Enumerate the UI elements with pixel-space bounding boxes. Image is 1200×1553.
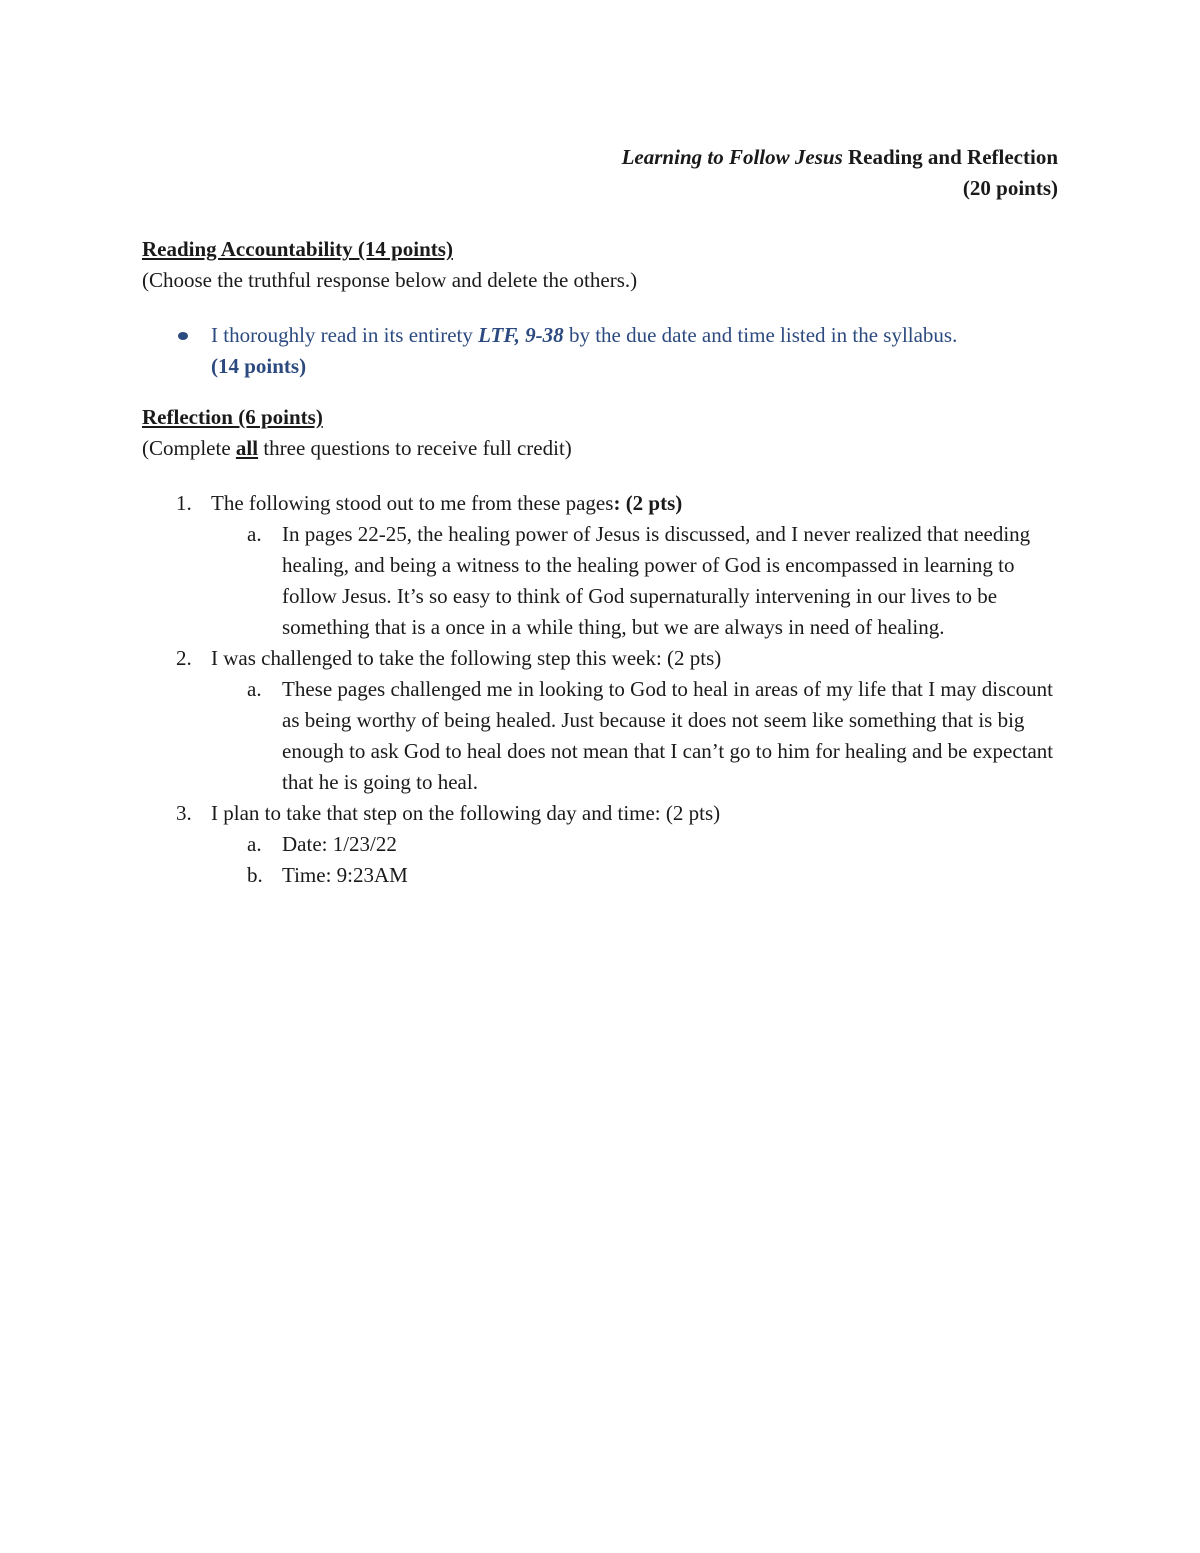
- title-rest: Reading and Reflection: [842, 145, 1058, 169]
- total-points: (20 points): [962, 176, 1058, 200]
- response-reference: LTF, 9-38: [478, 323, 564, 347]
- question-text: I plan to take that step on the following day and time: (2 pts): [211, 801, 721, 825]
- question-number: 1.: [176, 491, 192, 515]
- answer-label: a.: [247, 832, 262, 856]
- answer-text: These pages challenged me in looking to God to heal in areas of my life that I may discount as being worthy of being healed. Just because it does not seem like something that is big enough to ask God to heal does not mean that I can’t go to him for healing and be expectant that he is going to heal.: [282, 677, 1054, 794]
- response-points: (14 points): [211, 354, 307, 378]
- answer-label: a.: [247, 522, 262, 546]
- question-number: 2.: [176, 646, 192, 670]
- reading-response: [142, 320, 1062, 382]
- instruction-emphasis: all: [235, 436, 259, 460]
- answer-2a: [142, 674, 1062, 798]
- answer-text: Time: 9:23AM: [282, 863, 408, 887]
- instruction-pre: (Complete: [142, 436, 236, 460]
- question-list: [142, 488, 1062, 891]
- answer-text: Date: 1/23/22: [282, 832, 397, 856]
- answer-3b: [142, 860, 1062, 891]
- question-2: [142, 643, 1062, 674]
- document-title: [622, 142, 1058, 173]
- question-3: [142, 798, 1062, 829]
- question-text: The following stood out to me from these pages: [211, 491, 614, 515]
- question-points: (2 pts): [620, 491, 683, 515]
- bullet-icon: [178, 332, 188, 340]
- document-body: [142, 234, 1062, 891]
- answer-1a: [142, 519, 1062, 643]
- answer-label: b.: [247, 863, 263, 887]
- reading-accountability-heading: Reading Accountability (14 points): [142, 237, 453, 261]
- response-text-pre: I thoroughly read in its entirety: [211, 323, 479, 347]
- answer-label: a.: [247, 677, 262, 701]
- reflection-section: [142, 402, 1062, 891]
- document-header: [622, 142, 1058, 204]
- answer-3a: [142, 829, 1062, 860]
- response-text-post: by the due date and time listed in the syllabus.: [563, 323, 958, 347]
- question-colon: :: [613, 491, 621, 515]
- reading-instruction: (Choose the truthful response below and delete the others.): [142, 268, 638, 292]
- answer-text: In pages 22-25, the healing power of Jesus is discussed, and I never realized that needing healing, and being a witness to the healing power of God is encompassed in learning to follow Jesus. It’s so easy to think of God supernaturally intervening in our lives to be something that is a once in a while thing, but we are always in need of healing.: [282, 522, 1031, 639]
- question-1: [142, 488, 1062, 519]
- instruction-post: three questions to receive full credit): [258, 436, 572, 460]
- question-number: 3.: [176, 801, 192, 825]
- reflection-heading: Reflection (6 points): [142, 405, 323, 429]
- question-text: I was challenged to take the following step this week: (2 pts): [211, 646, 722, 670]
- title-book-name: Learning to Follow Jesus: [621, 145, 843, 169]
- reflection-instruction: [142, 433, 1062, 464]
